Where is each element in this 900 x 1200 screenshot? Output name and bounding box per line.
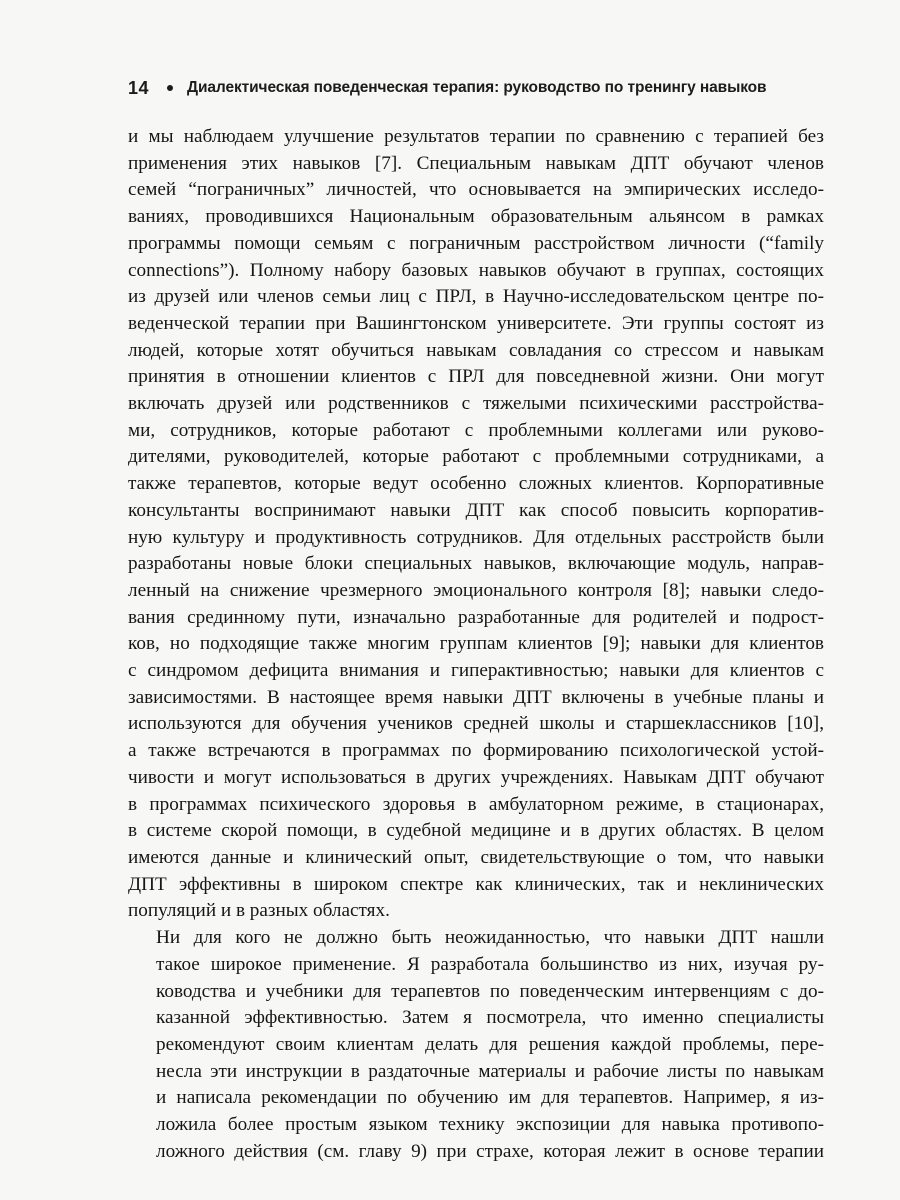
paragraph-2 — [128, 925, 824, 1165]
text-line: применения этих навыков [7]. Специальным навыкам ДПТ обучают членов — [128, 152, 824, 174]
text-line: такое широкое применение. Я разработала большинство из них, изучая ру- — [156, 953, 824, 975]
text-line: и написала рекомендации по обучению им для терапевтов. Например, я из- — [156, 1087, 824, 1109]
text-line: используются для обучения учеников средней школы и старшеклассников [10], — [128, 713, 824, 735]
text-line: консультанты воспринимают навыки ДПТ как способ повысить корпоратив- — [128, 499, 824, 521]
text-line: в программах психического здоровья в амбулаторном режиме, в стационарах, — [128, 793, 824, 815]
text-line: семей “пограничных” личностей, что основывается на эмпирических исследо- — [128, 179, 824, 201]
text-line: ную культуру и продуктивность сотрудников. Для отдельных расстройств были — [128, 526, 824, 548]
text-line: ленный на снижение чрезмерного эмоционального контроля [8]; навыки следо- — [128, 579, 824, 601]
book-title: Диалектическая поведенческая терапия: руководство по тренингу навыков — [187, 79, 767, 96]
text-line: ложного действия (см. главу 9) при страхе, которая лежит в основе терапии — [156, 1140, 824, 1162]
text-line: программы помощи семьям с пограничным расстройством личности (“family — [128, 232, 824, 254]
text-line: из друзей или членов семьи лиц с ПРЛ, в Научно-исследовательском центре по- — [128, 286, 824, 308]
paragraph-1 — [128, 124, 824, 925]
text-line: рекомендуют своим клиентам делать для решения каждой проблемы, пере- — [156, 1033, 824, 1055]
text-line: веденческой терапии при Вашингтонском университете. Эти группы состоят из — [128, 312, 824, 334]
text-line: Ни для кого не должно быть неожиданностью, что навыки ДПТ нашли — [156, 927, 824, 949]
text-line: с синдромом дефицита внимания и гиперактивностью; навыки для клиентов с — [128, 660, 824, 682]
text-line: чивости и могут использоваться в других учреждениях. Навыкам ДПТ обучают — [128, 766, 824, 788]
text-line: несла эти инструкции в раздаточные материалы и рабочие листы по навыкам — [156, 1060, 824, 1082]
bullet-separator-icon — [167, 85, 173, 91]
text-line: разработаны новые блоки специальных навыков, включающие модуль, направ- — [128, 553, 824, 575]
text-line: ДПТ эффективны в широком спектре как клинических, так и неклинических — [128, 873, 824, 895]
text-line: ми, сотрудников, которые работают с проблемными коллегами или руково- — [128, 419, 824, 441]
body-text — [128, 124, 824, 1165]
text-line: включать друзей или родственников с тяжелыми психическими расстройства- — [128, 393, 824, 415]
text-line: казанной эффективностью. Затем я посмотрела, что именно специалисты — [156, 1007, 824, 1029]
text-line: также терапевтов, которые ведут особенно сложных клиентов. Корпоративные — [128, 473, 824, 495]
page-number: 14 — [128, 77, 150, 98]
text-line: и мы наблюдаем улучшение результатов терапии по сравнению с терапией без — [128, 126, 824, 147]
text-line: имеются данные и клинический опыт, свидетельствующие о том, что навыки — [128, 846, 824, 868]
text-line: ков, но подходящие также многим группам клиентов [9]; навыки для клиентов — [128, 633, 824, 655]
text-line: дителями, руководителей, которые работают с проблемными сотрудниками, а — [128, 446, 824, 468]
text-line: а также встречаются в программах по формированию психологической устой- — [128, 740, 824, 762]
text-line: в системе скорой помощи, в судебной медицине и в других областях. В целом — [128, 820, 824, 842]
running-header — [128, 74, 828, 102]
text-line: ководства и учебники для терапевтов по поведенческим интервенциям с до- — [156, 980, 824, 1002]
text-line: популяций и в разных областях. — [128, 900, 390, 922]
text-line: людей, которые хотят обучиться навыкам совладания со стрессом и навыкам — [128, 339, 824, 361]
text-line: ваниях, проводившихся Национальным образовательным альянсом в рамках — [128, 206, 824, 228]
text-line: вания срединному пути, изначально разработанные для родителей и подрост- — [128, 606, 824, 628]
text-line: connections”). Полному набору базовых навыков обучают в группах, состоящих — [128, 259, 824, 281]
text-line: зависимостями. В настоящее время навыки ДПТ включены в учебные планы и — [128, 686, 824, 708]
text-line: принятия в отношении клиентов с ПРЛ для повседневной жизни. Они могут — [128, 366, 824, 388]
text-line: ложила более простым языком технику экспозиции для навыка противопо- — [156, 1114, 824, 1136]
